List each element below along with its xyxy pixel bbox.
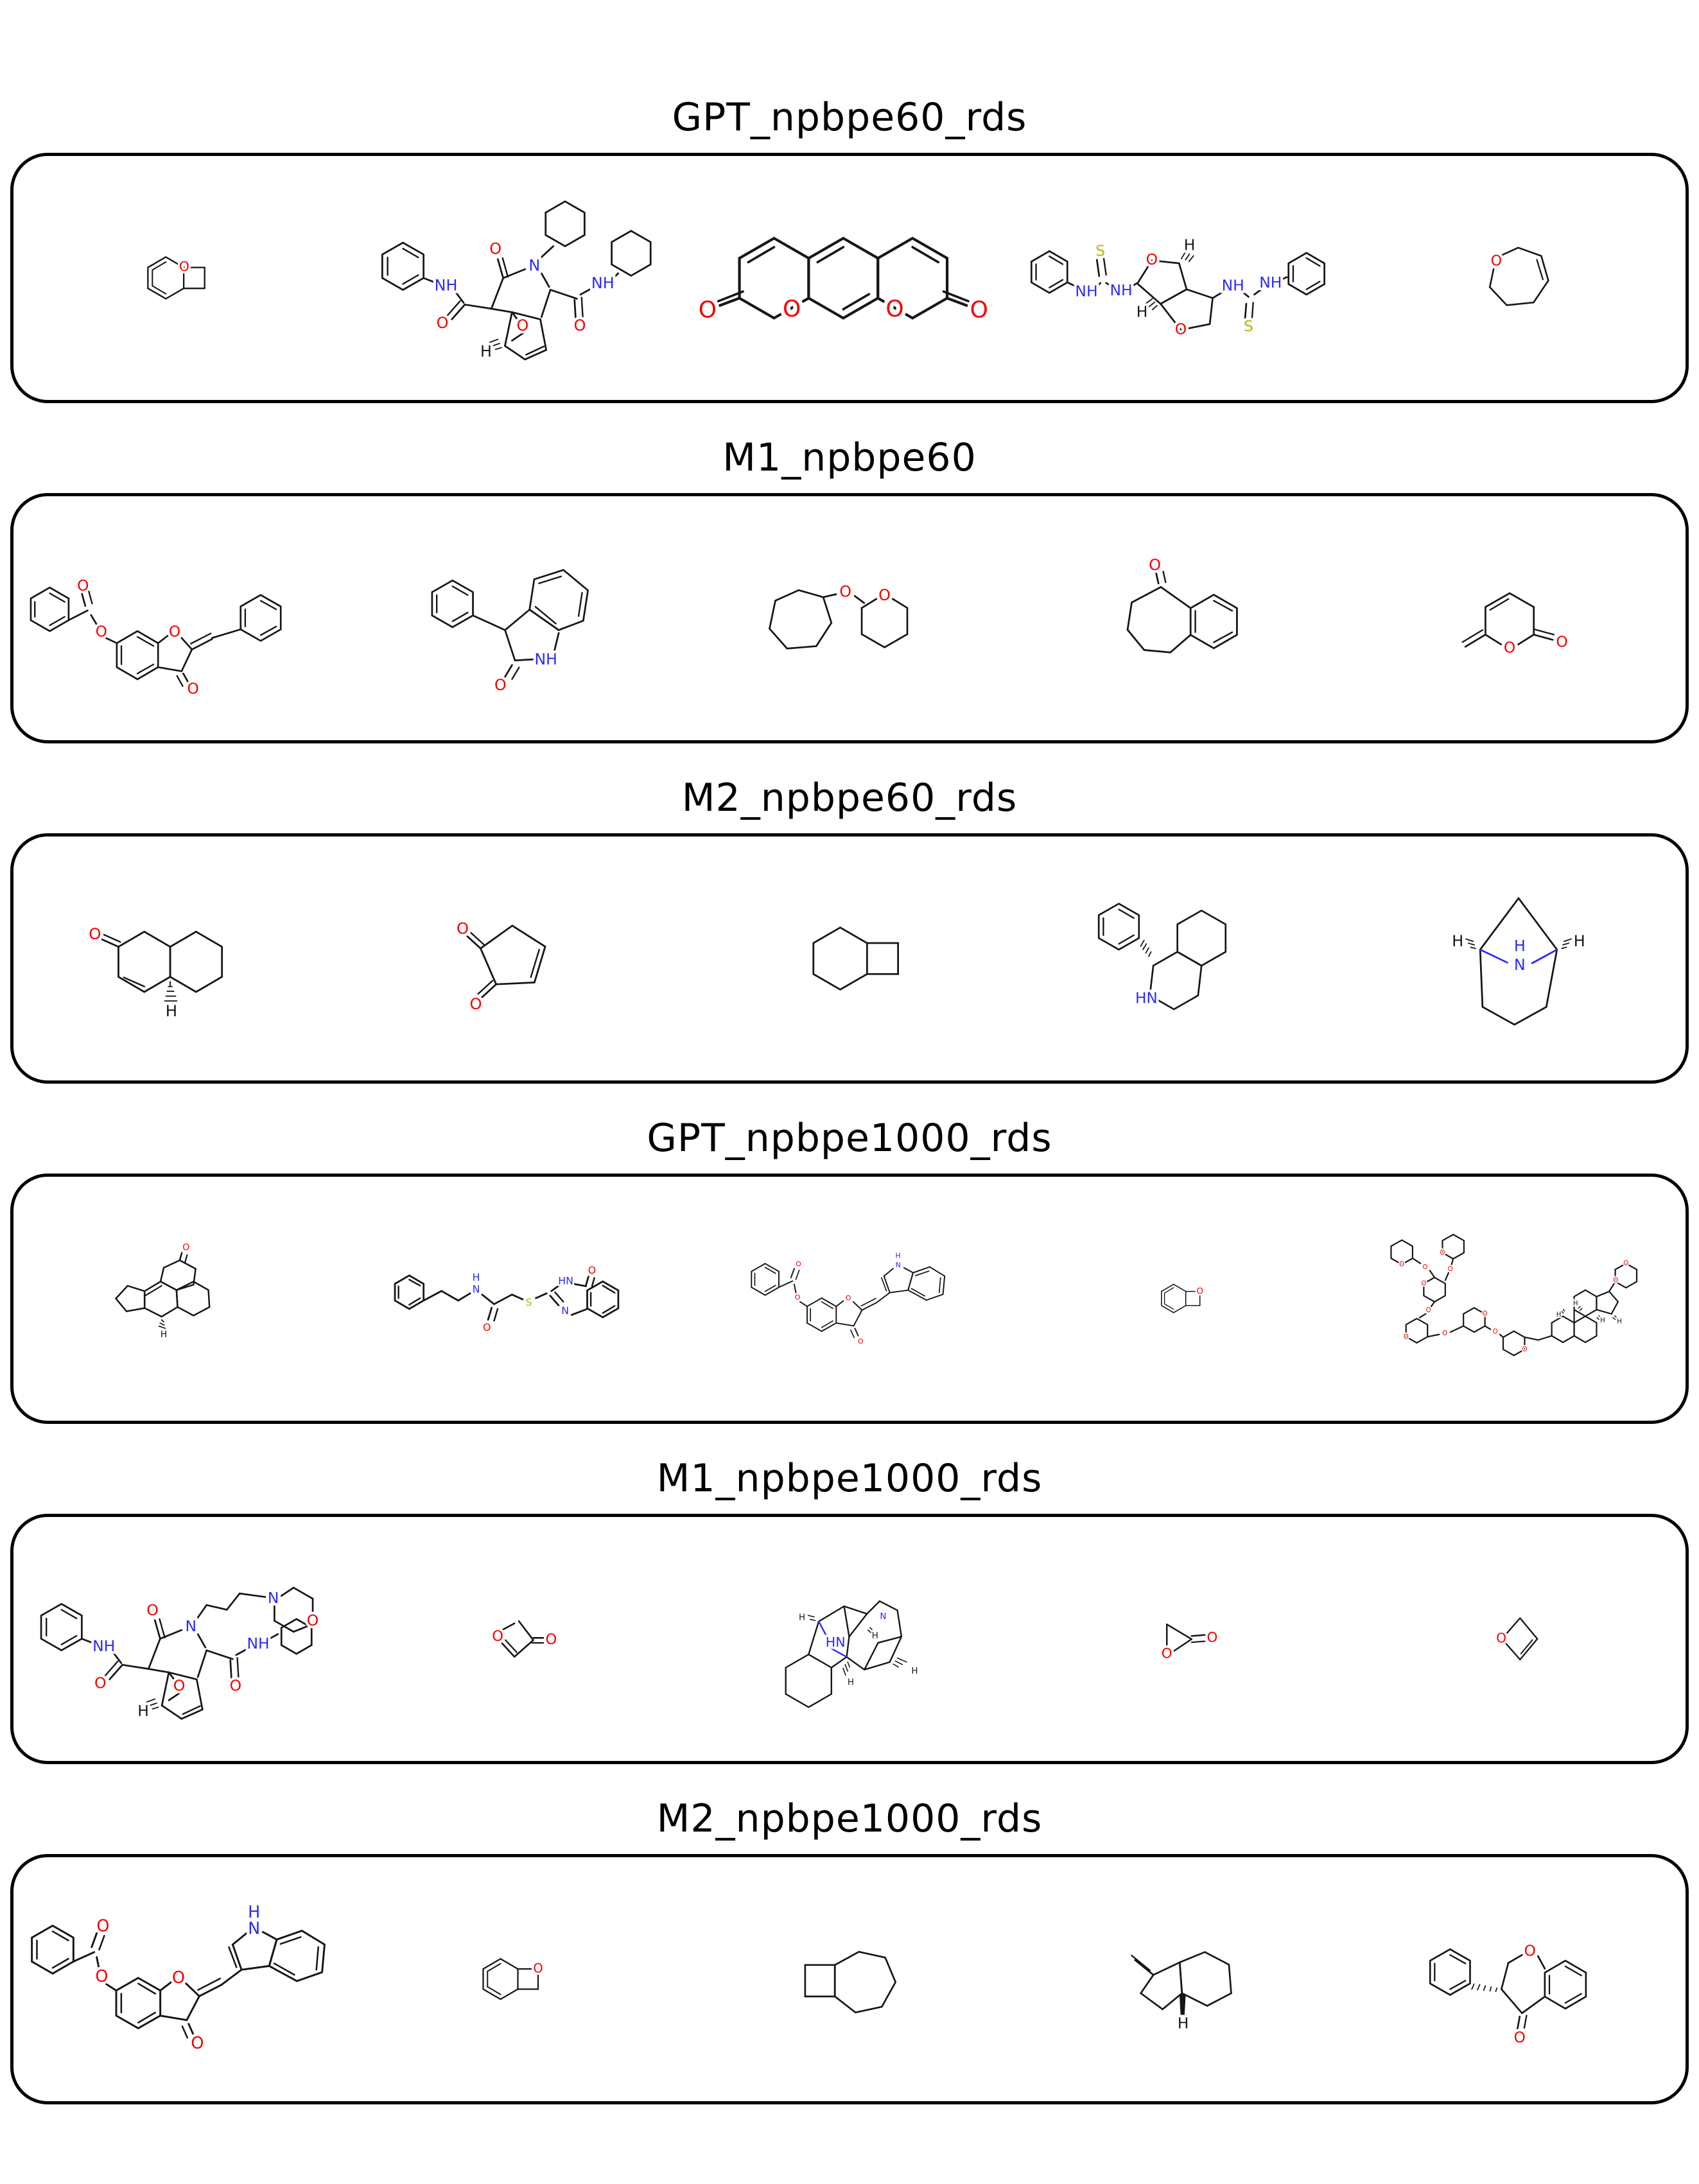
- svg-text:O: O: [970, 297, 988, 324]
- molecule: [348, 496, 683, 740]
- molecule-panel: [10, 833, 1689, 1084]
- svg-text:O: O: [172, 1968, 186, 1988]
- molecule-panel: [10, 1174, 1689, 1424]
- panel-title: M2_npbpe60_rds: [681, 776, 1018, 820]
- svg-text:H: H: [1513, 937, 1526, 955]
- panel-title: GPT_npbpe60_rds: [672, 95, 1027, 140]
- molecule-benzoxete-structure: [467, 1938, 563, 2020]
- molecule: [683, 156, 1017, 400]
- molecule-phenyl-dhiq-structure: [1089, 869, 1278, 1047]
- svg-text:H: H: [472, 1270, 480, 1283]
- molecule-panel: [10, 493, 1689, 743]
- molecule-aurone-indole-structure: [744, 1235, 955, 1364]
- molecule-benzosuberone-structure: [1104, 550, 1264, 687]
- svg-text:H: H: [1573, 1300, 1578, 1308]
- svg-text:O: O: [1425, 1306, 1431, 1314]
- molecule-oxetone-structure: [473, 1606, 557, 1672]
- svg-text:O: O: [1495, 1630, 1506, 1646]
- molecule-biscoumarin-structure: [699, 194, 1000, 363]
- svg-text:O: O: [182, 1242, 190, 1253]
- svg-text:S: S: [1095, 241, 1106, 260]
- svg-text:O: O: [179, 259, 189, 275]
- svg-text:NH: NH: [591, 273, 614, 292]
- molecule-panel: [10, 1854, 1689, 2104]
- svg-text:H: H: [160, 1330, 168, 1340]
- svg-text:O: O: [1207, 1629, 1218, 1646]
- molecule-bicyclooctane-structure: [787, 893, 912, 1024]
- molecule: [1351, 496, 1686, 740]
- molecule: [1351, 156, 1686, 400]
- svg-text:O: O: [1146, 250, 1158, 269]
- svg-text:NH: NH: [1075, 282, 1098, 301]
- svg-text:NH: NH: [1110, 281, 1133, 300]
- molecule-cyclopentenedione-structure: [449, 890, 581, 1027]
- panel-title: GPT_npbpe1000_rds: [647, 1116, 1052, 1161]
- svg-text:O: O: [89, 924, 101, 943]
- svg-text:H: H: [1178, 2015, 1189, 2032]
- section-m1-npbpe60: [0, 435, 1699, 743]
- svg-text:N: N: [561, 1304, 570, 1317]
- molecule-phenyloxindole-structure: [419, 537, 611, 700]
- molecule: [13, 156, 348, 400]
- molecule: [1016, 1857, 1351, 2101]
- molecule-alpha-lactone-structure: [1147, 1608, 1221, 1671]
- svg-text:O: O: [146, 1601, 159, 1620]
- svg-text:NH: NH: [92, 1637, 116, 1656]
- panel-title: M2_npbpe1000_rds: [656, 1796, 1043, 1841]
- molecule: [1351, 1177, 1686, 1421]
- svg-text:HN: HN: [1135, 989, 1158, 1007]
- molecule: [13, 1177, 348, 1421]
- svg-text:H: H: [166, 1001, 178, 1020]
- molecule: [683, 1857, 1017, 2101]
- svg-text:O: O: [858, 1337, 864, 1346]
- svg-text:O: O: [307, 1611, 319, 1630]
- molecule-aurone-ester-structure: [20, 541, 341, 695]
- svg-text:O: O: [94, 1674, 107, 1692]
- molecule-panel: [10, 1514, 1689, 1764]
- molecule-morpholine-bisamide-structure: [30, 1540, 331, 1737]
- molecule: [348, 1177, 683, 1421]
- svg-text:O: O: [573, 316, 586, 334]
- svg-text:O: O: [191, 2033, 204, 2053]
- svg-text:O: O: [1492, 1328, 1498, 1335]
- svg-text:O: O: [492, 1628, 504, 1645]
- section-m2-npbpe60-rds: [0, 776, 1699, 1084]
- molecule-azabicyclononane-structure: [1445, 870, 1592, 1047]
- molecule: [13, 1517, 348, 1761]
- molecule: [683, 836, 1017, 1080]
- svg-text:O: O: [1175, 320, 1187, 338]
- svg-text:H: H: [480, 342, 492, 361]
- molecule-oxete-structure: [1486, 1604, 1551, 1674]
- svg-text:S: S: [1244, 317, 1254, 336]
- molecule-bicyclononane-structure: [783, 1922, 915, 2036]
- svg-text:O: O: [1513, 2029, 1526, 2047]
- svg-text:H: H: [1137, 302, 1148, 321]
- molecule-saponin-structure: [1364, 1224, 1673, 1374]
- molecule: [13, 1857, 348, 2101]
- molecule-methylene-hydrindane-structure: [1118, 1919, 1250, 2039]
- svg-text:O: O: [1422, 1263, 1428, 1271]
- svg-text:HN: HN: [558, 1274, 574, 1287]
- molecule: [1351, 836, 1686, 1080]
- molecule-cage-alkaloid-structure: [771, 1556, 928, 1723]
- molecule: [1351, 1517, 1686, 1761]
- svg-text:O: O: [456, 919, 469, 938]
- svg-text:O: O: [1403, 1333, 1409, 1340]
- svg-text:O: O: [187, 680, 200, 696]
- molecule-steroid-ketone-structure: [96, 1239, 266, 1358]
- svg-text:O: O: [1482, 1310, 1488, 1318]
- svg-text:O: O: [1420, 1280, 1426, 1288]
- svg-text:N: N: [248, 1919, 261, 1939]
- svg-text:O: O: [1556, 634, 1568, 652]
- molecule: [683, 496, 1017, 740]
- svg-text:H: H: [1616, 1317, 1622, 1325]
- svg-text:O: O: [1503, 639, 1516, 657]
- svg-text:O: O: [796, 1260, 801, 1269]
- molecule: [348, 156, 683, 400]
- panel-title: M1_npbpe60: [722, 435, 977, 480]
- svg-text:O: O: [230, 1676, 242, 1695]
- svg-text:H: H: [137, 1702, 150, 1720]
- molecule: [1016, 156, 1351, 400]
- svg-text:N: N: [1513, 956, 1526, 975]
- section-gpt-npbpe1000-rds: [0, 1116, 1699, 1424]
- svg-text:H: H: [1573, 932, 1585, 951]
- svg-text:O: O: [483, 1321, 491, 1334]
- molecule: [13, 496, 348, 740]
- svg-text:O: O: [533, 1961, 543, 1976]
- svg-text:O: O: [845, 1294, 851, 1303]
- svg-text:O: O: [1447, 1265, 1453, 1273]
- svg-text:O: O: [1623, 1260, 1628, 1267]
- molecule: [1016, 1177, 1351, 1421]
- svg-text:N: N: [268, 1589, 279, 1608]
- svg-text:N: N: [185, 1617, 197, 1636]
- molecule: [1351, 1857, 1686, 2101]
- svg-text:O: O: [96, 1916, 110, 1936]
- svg-text:H: H: [1183, 236, 1196, 254]
- section-m2-npbpe1000-rds: [0, 1796, 1699, 2104]
- molecule: [683, 1517, 1017, 1761]
- svg-text:S: S: [525, 1296, 532, 1309]
- svg-text:N: N: [880, 1611, 887, 1622]
- molecule: [348, 1857, 683, 2101]
- svg-text:O: O: [77, 577, 89, 595]
- svg-text:O: O: [1612, 1276, 1618, 1284]
- svg-text:H: H: [799, 1613, 806, 1623]
- molecule-bisamide-structure: [370, 178, 659, 378]
- svg-text:O: O: [588, 1263, 597, 1276]
- svg-text:NH: NH: [1221, 277, 1245, 295]
- molecule-panel: [10, 153, 1689, 403]
- molecule: [348, 1517, 683, 1761]
- svg-text:H: H: [848, 1677, 855, 1688]
- svg-text:O: O: [169, 623, 181, 641]
- molecule-thp-ether-structure: [753, 560, 946, 677]
- svg-text:NH: NH: [247, 1634, 270, 1653]
- molecule-benzoxete-structure: [1150, 1270, 1217, 1327]
- svg-text:NH: NH: [434, 276, 458, 295]
- svg-text:O: O: [698, 297, 717, 324]
- svg-text:N: N: [895, 1260, 901, 1269]
- section-m1-npbpe1000-rds: [0, 1456, 1699, 1764]
- svg-text:O: O: [1440, 1249, 1445, 1257]
- molecule-phenylchromanone-structure: [1416, 1905, 1621, 2053]
- molecule-bisthiourea-structure: [1022, 217, 1346, 338]
- molecule-oxepine-structure: [1472, 229, 1565, 327]
- molecule: [1016, 496, 1351, 740]
- svg-text:H: H: [248, 1903, 261, 1923]
- svg-text:O: O: [545, 1631, 557, 1649]
- molecule: [1016, 836, 1351, 1080]
- svg-text:O: O: [1442, 1330, 1447, 1337]
- svg-text:O: O: [173, 1676, 186, 1695]
- svg-text:O: O: [436, 314, 449, 333]
- svg-text:HN: HN: [826, 1634, 846, 1650]
- molecule-aurone-indole-structure: [20, 1882, 341, 2077]
- molecule-decalenone-structure: [84, 887, 277, 1031]
- svg-text:N: N: [528, 256, 541, 275]
- svg-text:O: O: [1398, 1261, 1404, 1269]
- svg-text:NH: NH: [1259, 273, 1282, 292]
- svg-text:O: O: [95, 1967, 109, 1987]
- svg-text:H: H: [1556, 1311, 1561, 1319]
- svg-text:O: O: [839, 582, 851, 601]
- molecule: [348, 836, 683, 1080]
- svg-text:N: N: [472, 1283, 480, 1296]
- svg-text:H: H: [1451, 932, 1463, 951]
- svg-text:O: O: [878, 585, 891, 604]
- svg-text:O: O: [469, 994, 482, 1013]
- svg-text:O: O: [1490, 252, 1503, 270]
- svg-text:O: O: [1162, 1645, 1172, 1661]
- molecule-methylene-pyranone-structure: [1449, 560, 1587, 675]
- svg-text:H: H: [1599, 1317, 1605, 1324]
- svg-text:O: O: [1524, 1943, 1536, 1960]
- section-gpt-npbpe60-rds: [0, 95, 1699, 403]
- svg-text:O: O: [516, 316, 529, 334]
- svg-text:O: O: [96, 623, 108, 641]
- svg-text:H: H: [872, 1631, 879, 1641]
- panel-title: M1_npbpe1000_rds: [656, 1456, 1043, 1501]
- svg-text:H: H: [895, 1251, 901, 1260]
- molecule-quinazolinone-amide-structure: [387, 1248, 643, 1349]
- svg-text:O: O: [1148, 555, 1161, 574]
- svg-text:NH: NH: [534, 650, 558, 668]
- svg-text:O: O: [489, 239, 502, 258]
- molecule-benzoxete-structure: [131, 236, 231, 320]
- svg-text:O: O: [794, 1293, 801, 1302]
- molecule: [683, 1177, 1017, 1421]
- svg-text:O: O: [1522, 1346, 1528, 1353]
- svg-text:H: H: [911, 1666, 918, 1676]
- svg-text:O: O: [782, 295, 801, 322]
- svg-text:O: O: [1196, 1286, 1204, 1297]
- svg-text:O: O: [494, 675, 507, 694]
- molecule: [13, 836, 348, 1080]
- svg-text:O: O: [885, 295, 904, 322]
- molecule: [1016, 1517, 1351, 1761]
